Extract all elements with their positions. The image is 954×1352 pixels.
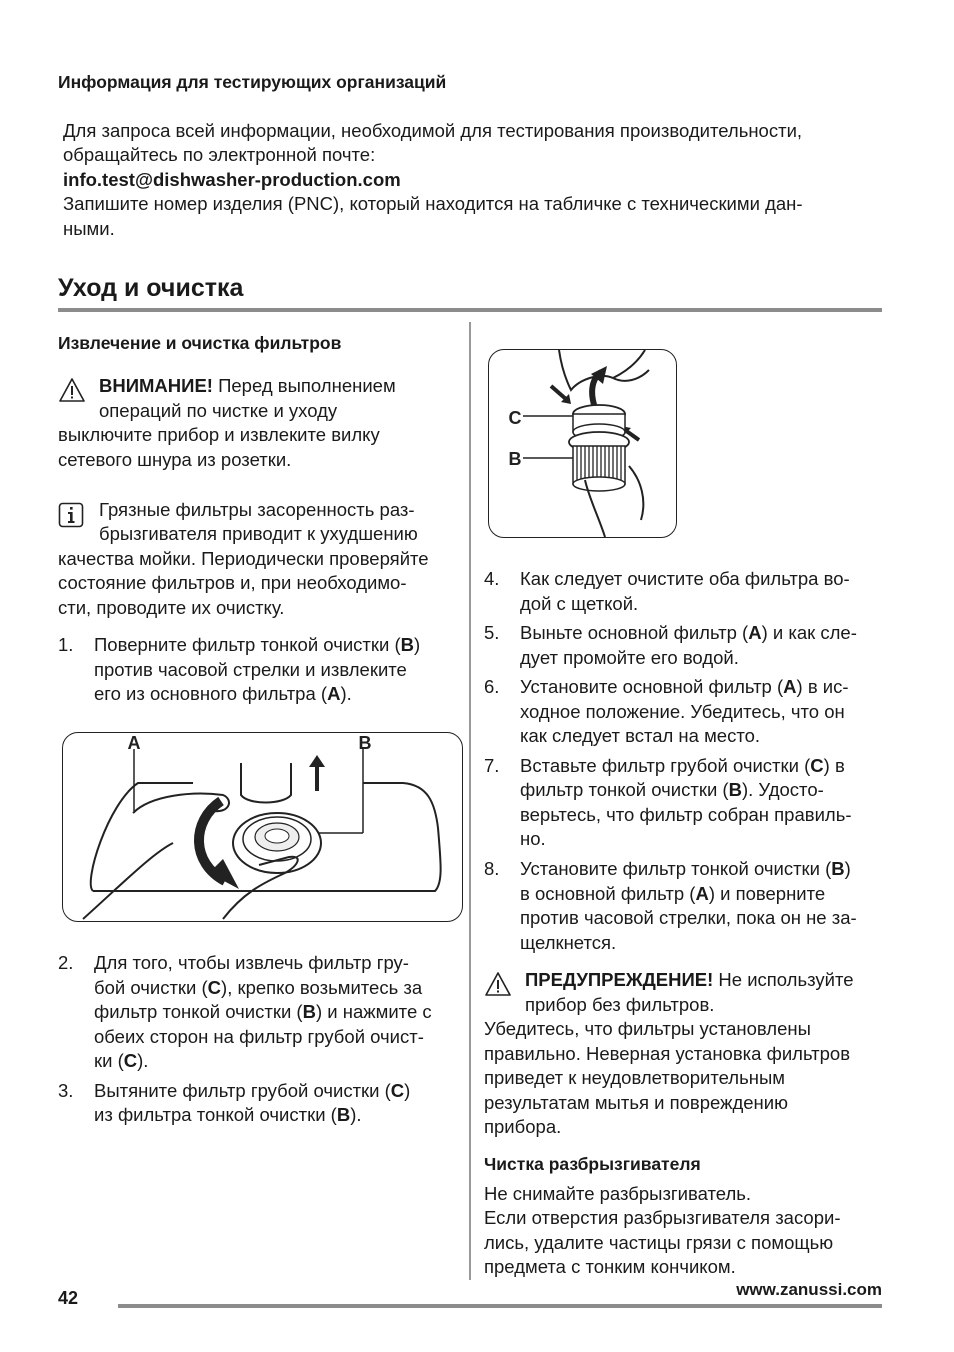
step-text: как следует встал на место. [520, 725, 761, 746]
step-text: дует промойте его водой. [520, 647, 739, 668]
step-number: 4. [484, 568, 500, 589]
step-text: ходное положение. Убедитесь, что он [520, 701, 845, 722]
info-line: сти, проводите их очистку. [58, 597, 285, 618]
testing-text-line: обращайтесь по электронной почте: [63, 144, 376, 165]
testing-text-line: Для запроса всей информации, необходимой для тестирования производительности, [63, 120, 803, 141]
step-text: фильтр тонкой очистки (B) и нажмите с [94, 1001, 432, 1022]
caution-line [525, 968, 854, 993]
label-a: A [127, 733, 141, 753]
step-text: обеих сторон на фильтр грубой очист- [94, 1026, 424, 1047]
testing-email[interactable]: info.test@dishwasher-production.com [63, 169, 401, 190]
footer-url[interactable]: www.zanussi.com [736, 1280, 882, 1299]
label-c: C [508, 408, 522, 428]
testing-text-line: Запишите номер изделия (PNC), который находится на табличке с техническими дан- [63, 193, 803, 214]
caution-label: ПРЕДУПРЕЖДЕНИЕ! [525, 969, 714, 990]
spray-line: Не снимайте разбрызгиватель. [484, 1183, 752, 1204]
caution-line: Убедитесь, что фильтры установлены [484, 1018, 811, 1039]
step-text: его из основного фильтра (A). [94, 683, 352, 704]
step-text: Выньте основной фильтр (A) и как сле- [520, 622, 857, 643]
warning-text: Перед выполнением [212, 375, 396, 396]
step-text: Вставьте фильтр грубой очистки (C) в [520, 755, 845, 776]
section-title: Уход и очистка [58, 274, 244, 302]
info-line: качества мойки. Периодически проверяйте [58, 548, 429, 569]
step-text: Поверните фильтр тонкой очистки (B) [94, 634, 421, 655]
warning-icon [484, 971, 512, 997]
filter-assembly-illustration [488, 349, 677, 538]
warning-label: ВНИМАНИЕ! [99, 375, 213, 396]
step-text: ки (C). [94, 1050, 149, 1071]
step-number: 6. [484, 676, 500, 697]
page-number: 42 [58, 1288, 79, 1308]
caution-line: прибор без фильтров. [525, 994, 715, 1015]
footer-divider [118, 1304, 882, 1308]
step-text: в основной фильтр (A) и поверните [520, 883, 826, 904]
label-b: B [358, 733, 372, 753]
caution-line: приведет к неудовлетворительным [484, 1067, 785, 1088]
step-text: бой очистки (C), крепко возьмитесь за [94, 977, 423, 998]
warning-line: выключите прибор и извлеките вилку [58, 424, 380, 445]
warning-line: операций по чистке и уходу [99, 400, 338, 421]
step-text: фильтр тонкой очистки (B). Удосто- [520, 779, 824, 800]
step-text: против часовой стрелки и извлеките [94, 659, 407, 680]
step-text: щелкнется. [520, 932, 617, 953]
caution-line: прибора. [484, 1116, 562, 1137]
caution-line: результатам мытья и повреждению [484, 1092, 788, 1113]
column-divider [469, 322, 471, 1280]
caution-line: правильно. Неверная установка фильтров [484, 1043, 851, 1064]
section-divider [58, 308, 882, 312]
step-text: но. [520, 828, 546, 849]
step-number: 2. [58, 952, 74, 973]
step-text: Для того, чтобы извлечь фильтр гру- [94, 952, 409, 973]
warning-line [99, 374, 396, 399]
step-number: 1. [58, 634, 74, 655]
caution-text: Не используйте [713, 969, 854, 990]
spray-line: Если отверстия разбрызгивателя засори- [484, 1207, 841, 1228]
spray-line: предмета с тонким кончиком. [484, 1256, 736, 1277]
step-text: Установите фильтр тонкой очистки (B) [520, 858, 851, 879]
step-number: 5. [484, 622, 500, 643]
step-number: 8. [484, 858, 500, 879]
info-line: брызгивателя приводит к ухудшению [99, 523, 418, 544]
warning-line: сетевого шнура из розетки. [58, 449, 292, 470]
step-text: из фильтра тонкой очистки (B). [94, 1104, 362, 1125]
step-text: Вытяните фильтр грубой очистки (C) [94, 1080, 411, 1101]
filter-removal-illustration [62, 732, 463, 922]
step-text: верьтесь, что фильтр собран правиль- [520, 804, 852, 825]
testing-text-line: ными. [63, 218, 115, 239]
step-text: Установите основной фильтр (A) в ис- [520, 676, 849, 697]
step-number: 3. [58, 1080, 74, 1101]
filters-heading: Извлечение и очистка фильтров [58, 333, 342, 353]
spray-line: лись, удалите частицы грязи с помощью [484, 1232, 834, 1253]
spray-heading: Чистка разбрызгивателя [484, 1154, 701, 1174]
warning-icon [58, 377, 86, 403]
step-text: дой с щеткой. [520, 593, 639, 614]
label-b: B [508, 449, 522, 469]
info-line: состояние фильтров и, при необходимо- [58, 572, 407, 593]
step-number: 7. [484, 755, 500, 776]
info-line: Грязные фильтры засоренность раз- [99, 499, 415, 520]
step-text: Как следует очистите оба фильтра во- [520, 568, 850, 589]
info-icon [58, 502, 84, 528]
step-text: против часовой стрелки, пока он не за- [520, 907, 857, 928]
testing-heading: Информация для тестирующих организаций [58, 72, 447, 92]
